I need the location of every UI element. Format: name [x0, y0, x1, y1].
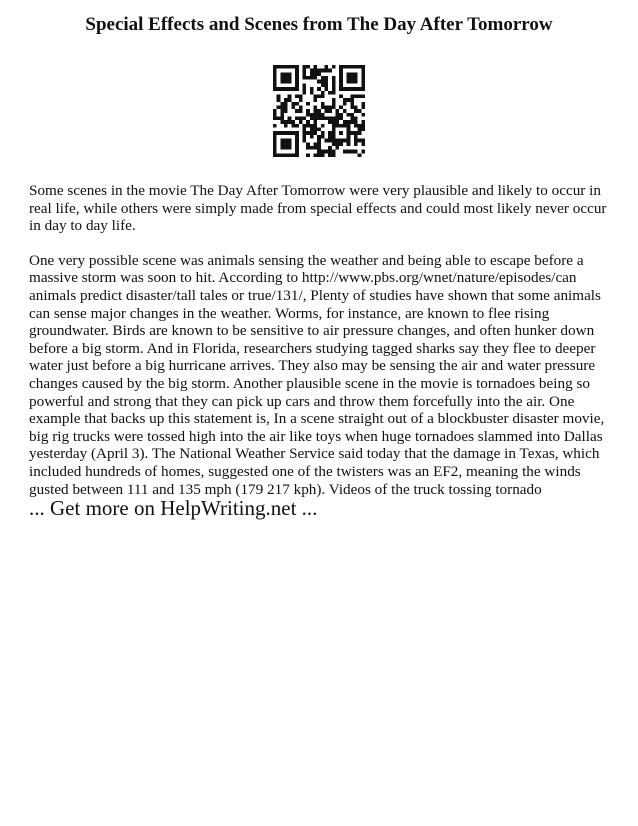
- get-more-link[interactable]: ... Get more on HelpWriting.net ...: [29, 496, 318, 520]
- paragraph-intro: Some scenes in the movie The Day After Tomorrow were very plausible and likely to occur in real life, while others were simply made from special effects and could most likely never occur in day to day life.: [29, 182, 607, 235]
- qr-code-icon: [273, 65, 365, 157]
- page-title: Special Effects and Scenes from The Day After Tomorrow: [85, 14, 553, 35]
- paragraph-main: One very possible scene was animals sensing the weather and being able to escape before a massive storm was soon to hit. According to http://www.pbs.org/wnet/nature/episodes/can animals predict disaster/tall tales or true/131/, Plenty of studies have shown that some animals can sense major changes in the weather. Worms, for instance, are known to flee rising groundwater. Birds are known to be sensitive to air pressure changes, and often hunker down before a big storm. And in Florida, researchers studying tagged sharks say they flee to deeper water just before a big hurricane arrives. They also may be sensing the air and water pressure changes caused by the big storm. Another plausible scene in the movie is tornadoes being so powerful and strong that they can pick up cars and throw them forcefully into the air. One example that backs up this statement is, In a scene straight out of a blockbuster disaster movie, big rig trucks were tossed high into the air like toys when huge tornadoes slammed into Dallas yesterday (April 3). The National Weather Service said today that the damage in Texas, which included hundreds of homes, suggested one of the twisters was an EF2, meaning the winds gusted between 111 and 135 mph (179 217 kph). Videos of the truck tossing tornado: [29, 251, 605, 498]
- article-body: [29, 182, 615, 498]
